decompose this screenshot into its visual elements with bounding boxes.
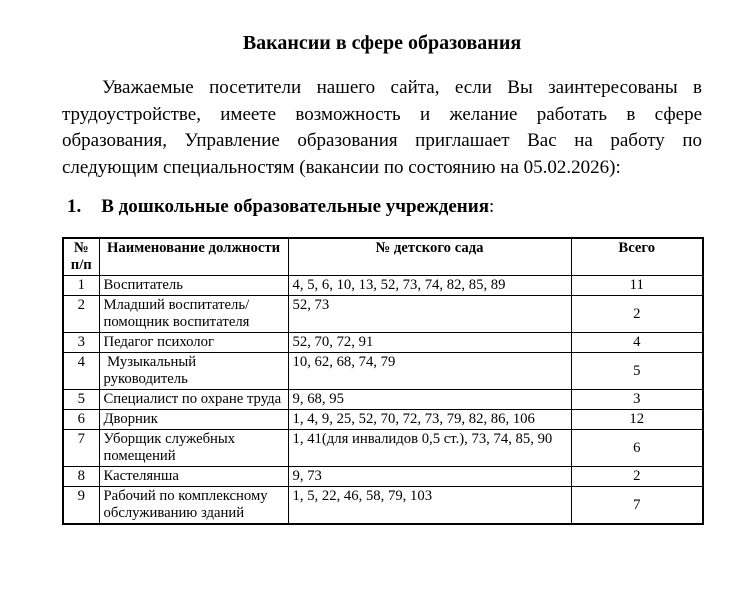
cell-position: Младший воспитатель/помощник воспитателя (99, 296, 288, 333)
cell-num: 3 (63, 333, 99, 353)
cell-position: Воспитатель (99, 276, 288, 296)
cell-total: 2 (571, 467, 703, 487)
section-heading (62, 196, 707, 218)
vacancy-table (62, 237, 704, 525)
cell-num: 9 (63, 487, 99, 525)
cell-num: 8 (63, 467, 99, 487)
cell-total: 3 (571, 390, 703, 410)
cell-kindergartens: 9, 73 (288, 467, 571, 487)
section-title: В дошкольные образовательные учреждения (101, 196, 489, 217)
header-num: № п/п (63, 238, 99, 276)
cell-kindergartens: 10, 62, 68, 74, 79 (288, 353, 571, 390)
cell-total: 12 (571, 410, 703, 430)
cell-total: 4 (571, 333, 703, 353)
table-row (63, 430, 703, 467)
cell-position: Дворник (99, 410, 288, 430)
header-total: Всего (571, 238, 703, 276)
header-kindergarten: № детского сада (288, 238, 571, 276)
cell-total: 2 (571, 296, 703, 333)
cell-num: 6 (63, 410, 99, 430)
table-row (63, 410, 703, 430)
page-title: Вакансии в сфере образования (242, 32, 522, 54)
cell-total: 5 (571, 353, 703, 390)
table-row (63, 467, 703, 487)
cell-num: 7 (63, 430, 99, 467)
cell-num: 4 (63, 353, 99, 390)
section-title-suffix: : (488, 196, 495, 217)
table-row (63, 276, 703, 296)
header-row (63, 238, 703, 276)
cell-kindergartens: 9, 68, 95 (288, 390, 571, 410)
cell-position: Кастелянша (99, 467, 288, 487)
cell-total: 11 (571, 276, 703, 296)
table-row (63, 333, 703, 353)
cell-num: 1 (63, 276, 99, 296)
cell-kindergartens: 1, 4, 9, 25, 52, 70, 72, 73, 79, 82, 86, 106 (288, 410, 571, 430)
cell-position: Специалист по охране труда (99, 390, 288, 410)
table-row (63, 353, 703, 390)
header-position: Наименование должности (99, 238, 288, 276)
cell-kindergartens: 52, 70, 72, 91 (288, 333, 571, 353)
cell-position: Музыкальный руководитель (99, 353, 288, 390)
cell-num: 5 (63, 390, 99, 410)
table-row (63, 296, 703, 333)
cell-total: 7 (571, 487, 703, 525)
vacancy-table-header (63, 238, 703, 276)
cell-kindergartens: 1, 5, 22, 46, 58, 79, 103 (288, 487, 571, 525)
intro-paragraph: Уважаемые посетители нашего сайта, если Вы заинтересованы в трудоустройстве, имеете возможность и желание работать в сфере образования, Управление образования приглашает Вас на работу по следующим специальностям (вакансии по состоянию на 05.02.2026): (62, 77, 702, 178)
cell-kindergartens: 1, 41(для инвалидов 0,5 ст.), 73, 74, 85, 90 (288, 430, 571, 467)
cell-total: 6 (571, 430, 703, 467)
cell-kindergartens: 52, 73 (288, 296, 571, 333)
cell-position: Уборщик служебных помещений (99, 430, 288, 467)
cell-position: Педагог психолог (99, 333, 288, 353)
vacancy-table-body (63, 276, 703, 525)
cell-num: 2 (63, 296, 99, 333)
table-row (63, 390, 703, 410)
table-row (63, 487, 703, 525)
cell-kindergartens: 4, 5, 6, 10, 13, 52, 73, 74, 82, 85, 89 (288, 276, 571, 296)
section-number: 1. (67, 196, 82, 217)
cell-position: Рабочий по комплексному обслуживанию зданий (99, 487, 288, 525)
